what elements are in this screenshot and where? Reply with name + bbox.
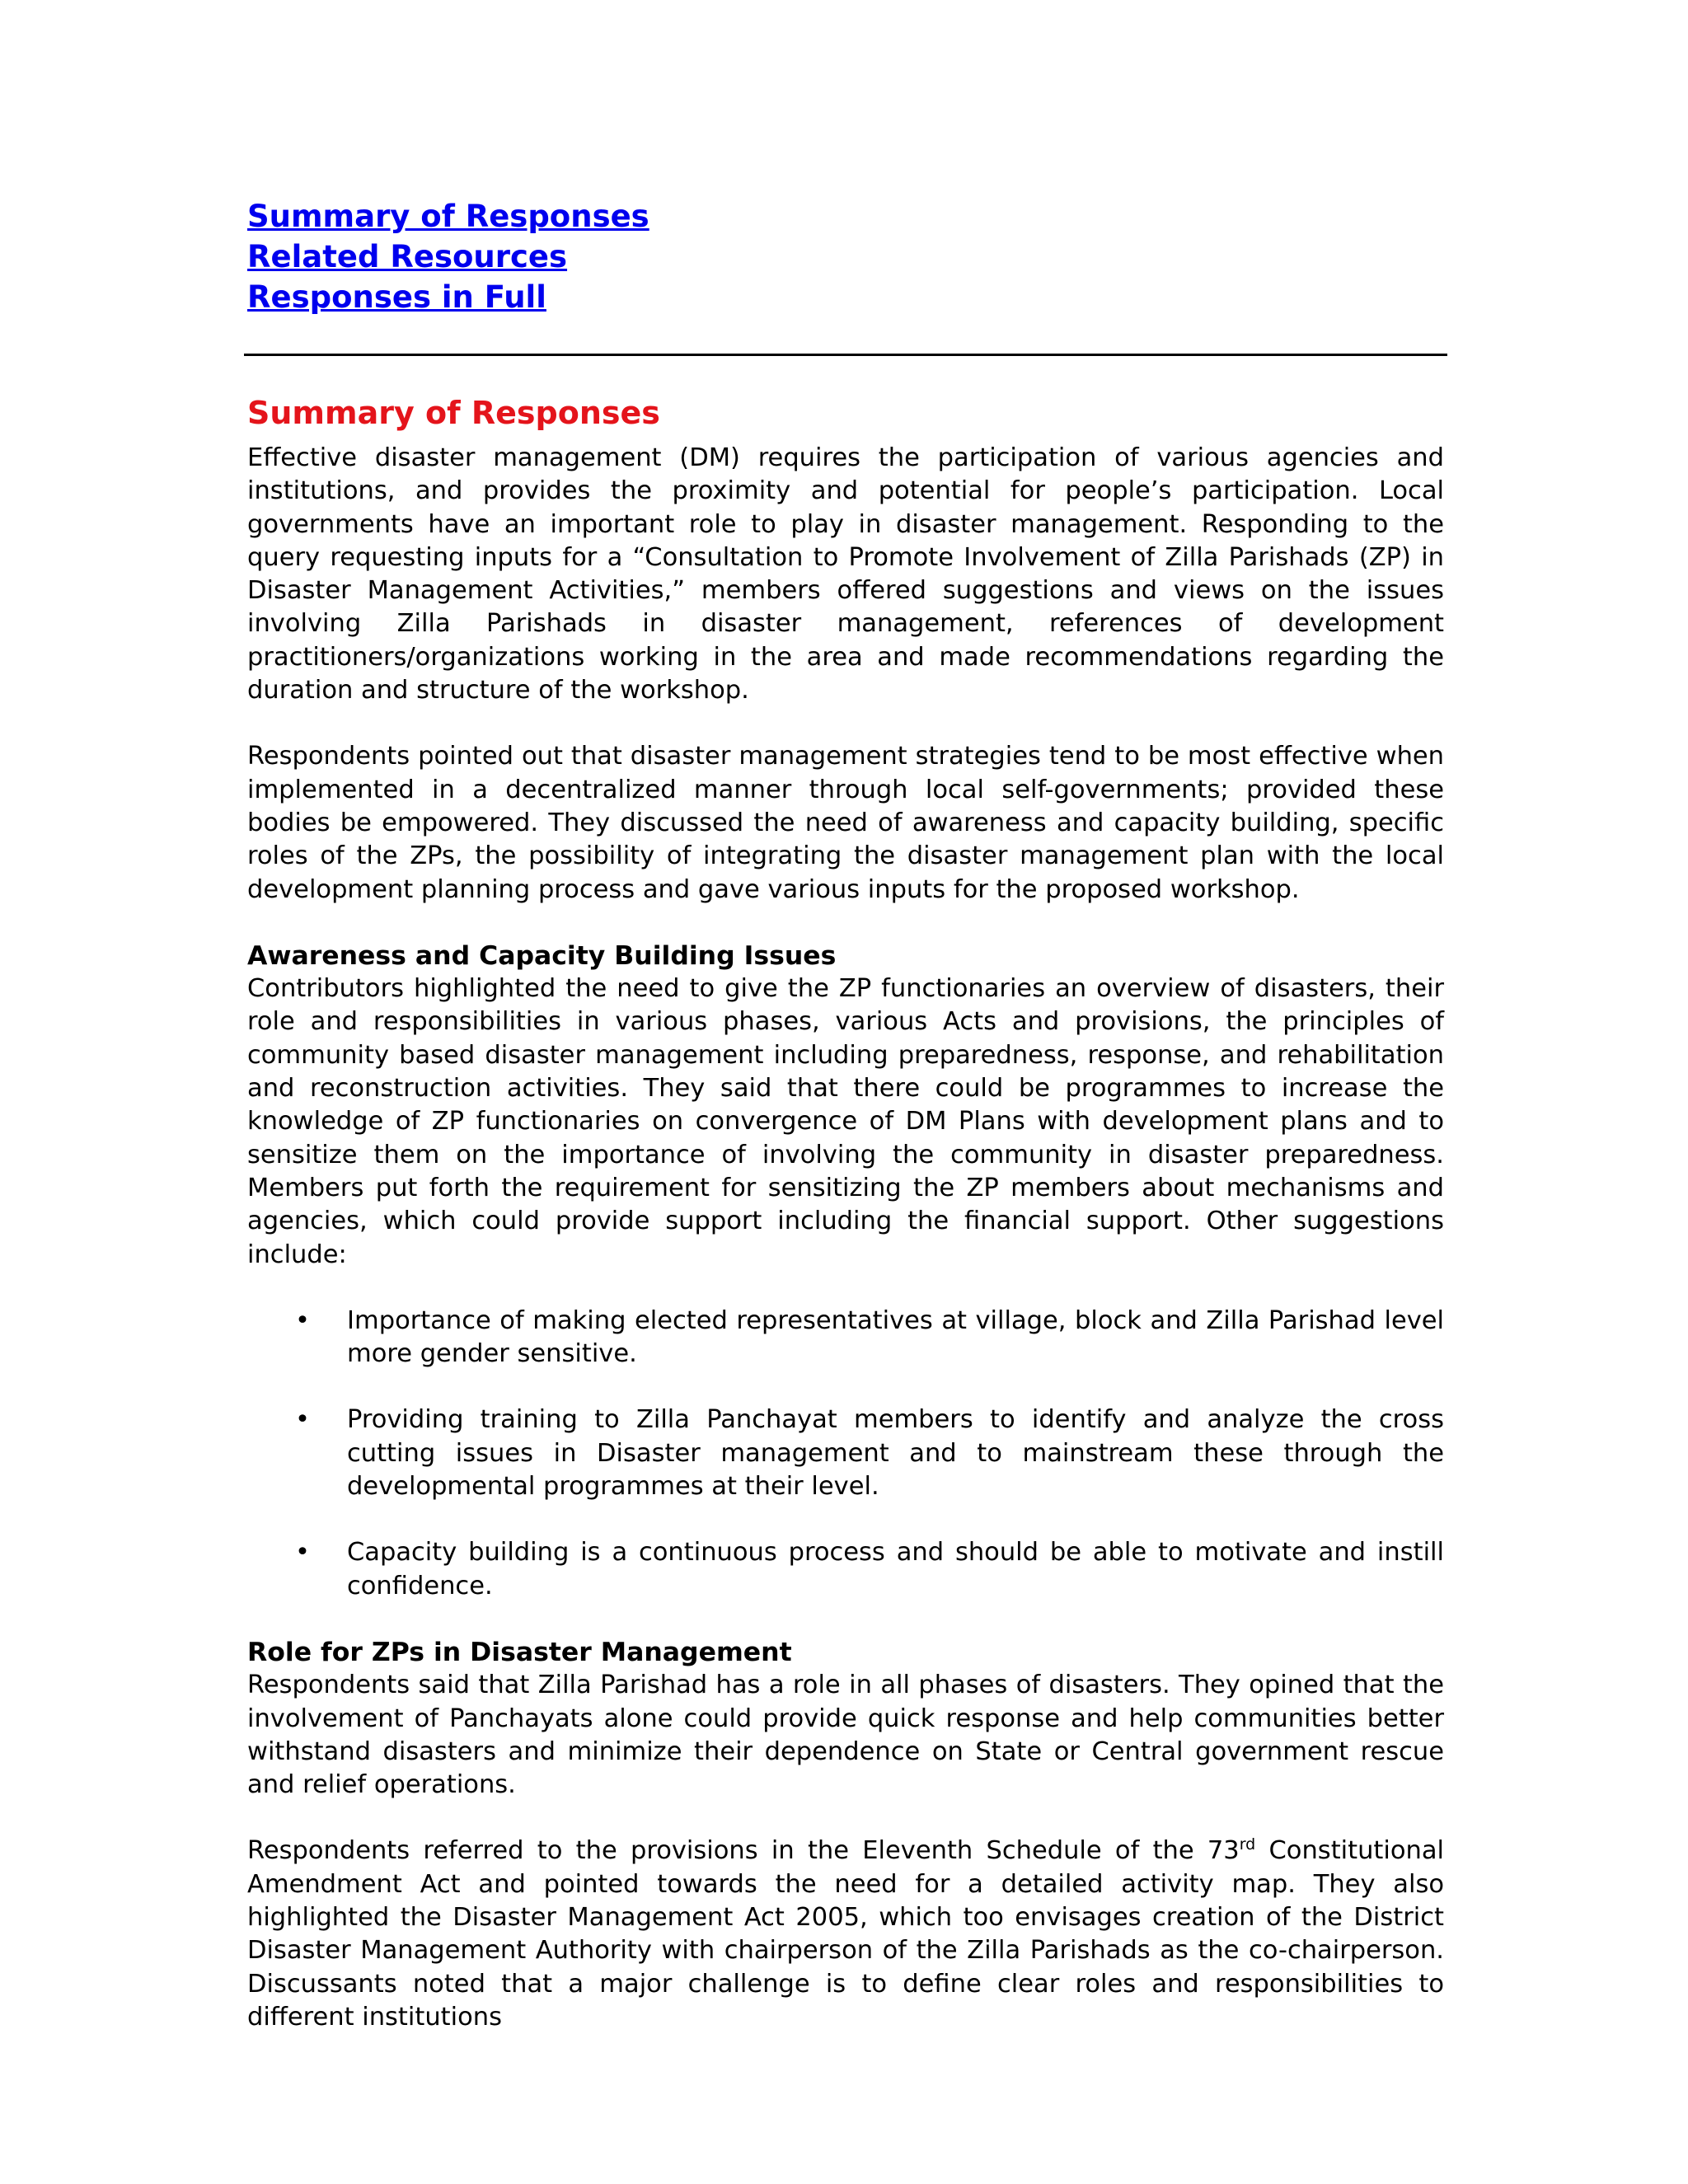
paragraph-spacer [247, 707, 1444, 740]
bullet-icon: • [295, 1538, 310, 1568]
list-item-text: Providing training to Zilla Panchayat members to identify and analyze the cross cutting issues in Disaster management and to mainstream these through the developmental programmes at their level. [347, 1405, 1444, 1502]
awareness-paragraph: Contributors highlighted the need to give the ZP functionaries an overview of disasters, their role and responsibilities in various phases, various Acts and provisions, the principles of community based disaster management including preparedness, response, and rehabilitation and reconstruction activities. They said that there could be programmes to increase the knowledge of ZP functionaries on convergence of DM Plans with development plans and to sensitize them on the importance of involving the community in disaster preparedness. Members put forth the requirement for sensitizing the ZP members about mechanisms and agencies, which could provide support including the financial support. Other suggestions include: [247, 974, 1444, 1269]
document-page [247, 196, 1444, 2034]
intro-paragraph-1: Effective disaster management (DM) requires the participation of various agencies and institutions, and provides the proximity and potential for people’s participation. Local governments have an important role to play in disaster management. Responding to the query requesting inputs for a “Consultation to Promote Involvement of Zilla Parishads (ZP) in Disaster Management Activities,” members offered suggestions and views on the issues involving Zilla Parishads in disaster management, references of development practitioners/organizations working in the area and made recommendations regarding the duration and structure of the workshop. [247, 443, 1444, 705]
suggestions-list [247, 1305, 1444, 1603]
table-of-contents [247, 196, 1444, 317]
list-item-text: Importance of making elected representatives at village, block and Zilla Parishad level more gender sensitive. [347, 1305, 1444, 1369]
role-paragraph-2 [247, 1835, 1444, 2034]
list-item [247, 1404, 1444, 1503]
ordinal-superscript: rd [1239, 1835, 1256, 1854]
role-paragraph-2-start: Respondents referred to the provisions in the Eleventh Schedule of the 73 [247, 1836, 1240, 1866]
paragraph-spacer [247, 907, 1444, 940]
intro-paragraph-2: Respondents pointed out that disaster management strategies tend to be most effective when implemented in a decentralized manner through local self-governments; provided these bodies be empowered. They discussed the need of awareness and capacity building, specific roles of the ZPs, the possibility of integrating the disaster management plan with the local development planning process and gave various inputs for the proposed workshop. [247, 742, 1444, 904]
bullet-icon: • [295, 1305, 310, 1335]
toc-link-summary-of-responses[interactable]: Summary of Responses [247, 199, 649, 234]
toc-link-responses-in-full[interactable]: Responses in Full [247, 279, 546, 315]
toc-link-related-resources[interactable]: Related Resources [247, 239, 568, 274]
role-paragraph-2-rest: Constitutional Amendment Act and pointed towards the need for a detailed activity map. They also highlighted the Disaster Management Act 2005, which too envisages creation of the District Disaster Management Authority with chairperson of the Zilla Parishads as the co-chairperson. Discussants noted that a major challenge is to define clear roles and responsibilities to different institutions [247, 1836, 1444, 2032]
list-item-text: Capacity building is a continuous process and should be able to motivate and instill confidence. [347, 1538, 1444, 1601]
subheading-awareness: Awareness and Capacity Building Issues [247, 940, 837, 971]
bullet-icon: • [295, 1405, 310, 1435]
list-item [247, 1305, 1444, 1371]
subheading-role: Role for ZPs in Disaster Management [247, 1637, 792, 1667]
list-item [247, 1536, 1444, 1603]
role-paragraph-1: Respondents said that Zilla Parishad has a role in all phases of disasters. They opined that the involvement of Panchayats alone could provide quick response and help communities better withstand disasters and minimize their dependence on State or Central government rescue and relief operations. [247, 1671, 1444, 1800]
paragraph-spacer [247, 1802, 1444, 1835]
section-title-summary: Summary of Responses [247, 395, 660, 431]
horizontal-divider [244, 354, 1447, 356]
